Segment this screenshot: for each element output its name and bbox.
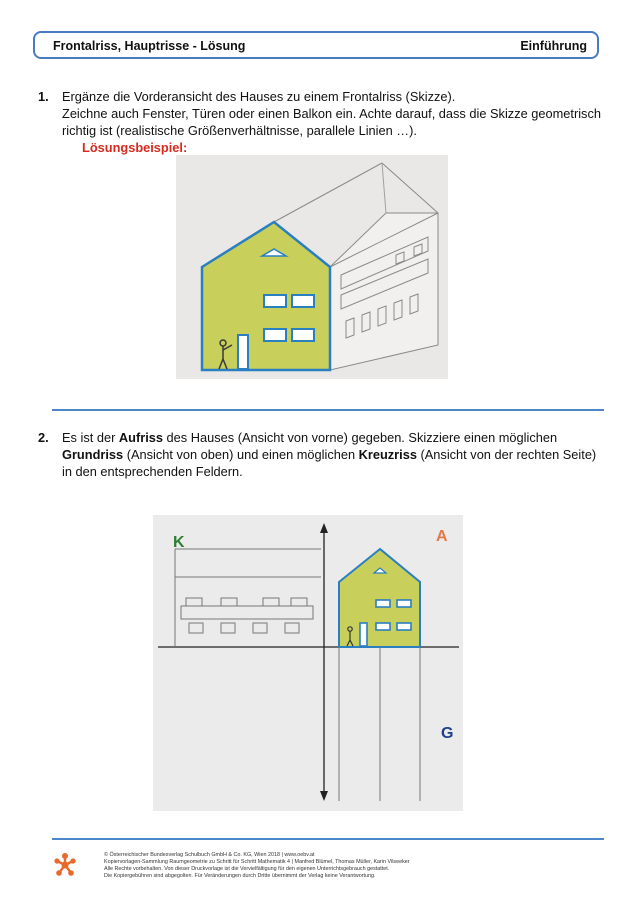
publisher-logo-icon	[52, 852, 78, 878]
task2-line2	[62, 446, 622, 463]
label-k: K	[173, 534, 185, 551]
task2-text-2: des Hauses (Ansicht von vorne) gegeben. Skizziere einen möglichen	[163, 430, 558, 445]
footer-line1: © Österreichischer Bundesverlag Schulbuch GmbH & Co. KG, Wien 2018 | www.oebv.at	[104, 852, 315, 858]
keyword-aufriss: Aufriss	[118, 430, 163, 445]
worksheet-title: Frontalriss, Hauptrisse - Lösung	[53, 39, 246, 53]
footer-line2: Kopiervorlagen-Sammlung Raumgeometrie zu Schritt für Schritt Mathematik 4 | Manfred Blümel, Thomas Müller, Karin Vilseeker	[104, 859, 410, 865]
footer-line4: Die Kopiergebühren sind abgegolten. Für Veränderungen durch Dritte übernimmt der Verlag keine Verantwortung.	[104, 873, 376, 879]
task2-text-3: (Ansicht von oben) und einen möglichen	[123, 447, 359, 462]
task2-text	[62, 429, 622, 480]
task2-text-1: Es ist der	[62, 430, 119, 445]
keyword-grundriss: Grundriss	[62, 447, 124, 462]
footer-text	[104, 852, 410, 880]
task2-line3: in den entsprechenden Feldern.	[62, 464, 243, 479]
task1-line1: Ergänze die Vorderansicht des Hauses zu einem Frontalriss (Skizze).	[62, 89, 456, 104]
projection-views-image	[153, 515, 463, 811]
task1-line2: Zeichne auch Fenster, Türen oder einen Balkon ein. Achte darauf, dass die Skizze geometrisch	[62, 106, 601, 121]
task2-line1	[62, 429, 622, 446]
keyword-kreuzriss: Kreuzriss	[358, 447, 417, 462]
task2-text-4: (Ansicht von der rechten Seite)	[416, 447, 597, 462]
section-tag: Einführung	[520, 39, 587, 53]
task1-line3: richtig ist (realistische Größenverhältnisse, parallele Linien …).	[62, 123, 417, 138]
header-box	[33, 31, 599, 59]
label-g: G	[441, 725, 454, 742]
footer-line3: Alle Rechte vorbehalten. Von dieser Druckvorlage ist die Vervielfältigung für den eigenen Unterrichtsgebrauch gestattet.	[104, 866, 390, 872]
label-a: A	[436, 528, 448, 545]
task1-number: 1.	[38, 89, 49, 104]
footer-divider	[52, 838, 604, 840]
task1-text	[62, 88, 622, 139]
section-divider	[52, 409, 604, 411]
task2-number: 2.	[38, 430, 49, 445]
solution-label: Lösungsbeispiel:	[82, 140, 188, 155]
house-sketch-image	[176, 155, 448, 379]
